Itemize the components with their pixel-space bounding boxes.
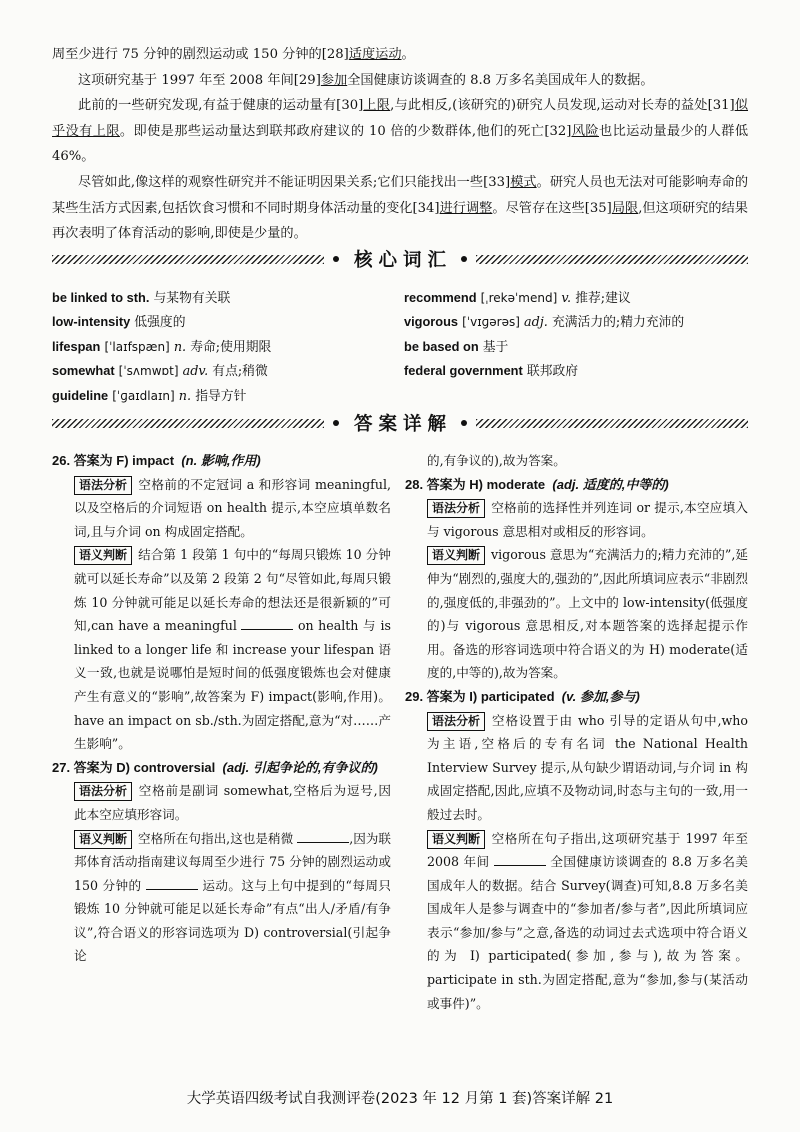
vocab-item: low-intensity 低强度的: [52, 314, 186, 331]
paragraph: 尽管如此,像这样的观察性研究并不能证明因果关系;它们只能找出一些[33]模式。研究人员也无法对可能影响寿命的某些生活方式因素,包括饮食习惯和不同时期身体活动量的变化[34]进行调整。尽管存在这些[35]局限,但这项研究的结果再次表明了体育活动的影响,即使是少量的。: [52, 174, 749, 242]
semantic-analysis: 语义判断 结合第 1 段第 1 句中的“每周只锻炼 10 分钟就可以延长寿命”以及第 2 段第 2 句“尽管如此,每周只锻炼 10 分钟就可能足以延长寿命的想法还是很新颖的”可知,can have a meaningful on health 与 is linked to a longer life 和 increase your lifespan 语义一致,也就是说哪怕是短时间的低强度锻炼也会对健康产生有意义的“影响”,故答案为 F) impact(影响,作用)。have an impact on sb./sth.为固定搭配,意为“对……产生影响”。: [74, 547, 391, 752]
translation-text: [52, 42, 748, 247]
grammar-analysis: 语法分析 空格前的选择性并列连词 or 提示,本空应填入与 vigorous 意思相对或相反的形容词。: [427, 500, 748, 539]
paragraph: 此前的一些研究发现,有益于健康的运动量有[30]上限,与此相反,(该研究的)研究人员发现,运动对长寿的益处[31]似乎没有上限。即使是那些运动量达到联邦政府建议的 10 倍的少数群体,他们的死亡[32]风险也比运动量最少的人群低 46%。: [52, 98, 749, 165]
grammar-tag: 语法分析: [74, 782, 132, 801]
hatch-divider: [52, 255, 324, 264]
hatch-divider: [52, 419, 324, 428]
grammar-analysis: 语法分析 空格前的不定冠词 a 和形容词 meaningful,以及空格后的介词短语 on health 提示,本空应填单数名词,且与介词 on 构成固定搭配。: [74, 476, 391, 539]
vocab-item: guideline [ˈɡaɪdlaɪn] n. 指导方针: [52, 387, 247, 404]
semantic-tag: 语义判断: [427, 830, 485, 849]
continued-text: 的,有争议的),故为答案。: [427, 453, 566, 468]
vocab-item: recommend [ˌrekəˈmend] v. 推荐;建议: [404, 290, 631, 306]
semantic-tag: 语义判断: [74, 546, 132, 565]
vocab-column-left: [52, 286, 396, 408]
answer-heading: 26. 答案为 F) impact (n. 影响,作用): [52, 453, 261, 468]
hatch-divider: [476, 255, 748, 264]
answer-heading: 29. 答案为 I) participated (v. 参加,参与): [405, 688, 640, 704]
vocab-item: somewhat [ˈsʌmwɒt] adv. 有点;稍微: [52, 363, 268, 380]
answer-blank: [241, 617, 293, 630]
bullet-dot: [461, 420, 467, 426]
bullet-dot: [333, 256, 339, 262]
vocab-item: be based on 基于: [404, 338, 509, 355]
vocab-list: [52, 286, 748, 408]
paragraph: 这项研究基于 1997 年至 2008 年间[29]参加全国健康访谈调查的 8.8 万多名美国成年人的数据。: [78, 72, 654, 88]
section-title: 答案详解: [354, 414, 453, 435]
page-footer: 大学英语四级考试自我测评卷(2023 年 12 月第 1 套)答案详解 21: [186, 1091, 614, 1107]
vocab-item: be linked to sth. 与某物有关联: [52, 290, 231, 306]
answer-heading: 28. 答案为 H) moderate (adj. 适度的,中等的): [405, 476, 669, 492]
hatch-divider: [476, 419, 748, 428]
vocab-item: lifespan [ˈlaɪfspæn] n. 寿命;使用期限: [52, 338, 272, 355]
grammar-tag: 语法分析: [427, 712, 485, 731]
answer-column-right: [405, 449, 748, 1015]
answer-blank: [146, 877, 198, 890]
vocab-item: vigorous [ˈvɪɡərəs] adj. 充满活力的;精力充沛的: [404, 314, 685, 331]
semantic-tag: 语义判断: [74, 830, 132, 849]
vocab-item: federal government 联邦政府: [404, 363, 579, 380]
section-header-answers: [52, 410, 748, 436]
grammar-analysis: 语法分析 空格前是副词 somewhat,空格后为逗号,因此本空应填形容词。: [74, 783, 391, 822]
bullet-dot: [461, 256, 467, 262]
semantic-analysis: 语义判断 空格所在句子指出,这项研究基于 1997 年至 2008 年间 全国健康访谈调查的 8.8 万多名美国成年人的数据。结合 Survey(调查)可知,8.8 万多名美国成年人是参与调查中的“参加者/参与者”,因此所填词应表示“参加/参与”之意,备选的动词过去式选项中符合语义的为 I) participated(参加,参与),故为答案。participate in sth.为固定搭配,意为“参加,参与(某活动或事件)”。: [427, 830, 748, 1011]
answer-blank: [494, 853, 546, 866]
semantic-analysis: 语义判断 空格所在句指出,这也是稍微 ,因为联邦体育活动指南建议每周至少进行 75 分钟的剧烈运动或 150 分钟的 运动。这与上句中提到的“每周只锻炼 10 分钟就可能足以延长寿命”有点“出人/矛盾/有争议”,符合语义的形容词选项为 D) controversial(引起争论: [74, 830, 391, 964]
semantic-tag: 语义判断: [427, 546, 485, 565]
grammar-tag: 语法分析: [74, 476, 132, 495]
section-header-vocab: [52, 246, 748, 272]
answer-column-left: [52, 449, 391, 1015]
grammar-analysis: 语法分析 空格设置于由 who 引导的定语从句中,who 为主语,空格后的专有名词 the National Health Interview Survey 提示,从句缺少谓语动词,与介词 in 构成固定搭配,因此,应填不及物动词,时态与主句的一致,用一般过去时。: [427, 712, 748, 822]
answer-blank: [297, 830, 349, 843]
section-title: 核心词汇: [354, 250, 453, 271]
bullet-dot: [333, 420, 339, 426]
grammar-tag: 语法分析: [427, 499, 485, 518]
semantic-analysis: 语义判断 vigorous 意思为“充满活力的;精力充沛的”,延伸为“剧烈的,强度大的,强劲的”,因此所填词应表示“非剧烈的,强度低的,非强劲的”。上文中的 low-intensity(低强度的)与 vigorous 意思相反,对本题答案的选择起提示作用。备选的形容词选项中符合语义的为 H) moderate(适度的,中等的),故为答案。: [427, 547, 748, 681]
answer-heading: 27. 答案为 D) controversial (adj. 引起争论的,有争议的): [52, 759, 378, 775]
answer-columns: [52, 449, 748, 1015]
paragraph: 周至少进行 75 分钟的剧烈运动或 150 分钟的[28]适度运动。: [52, 47, 415, 62]
vocab-column-right: [396, 286, 748, 408]
